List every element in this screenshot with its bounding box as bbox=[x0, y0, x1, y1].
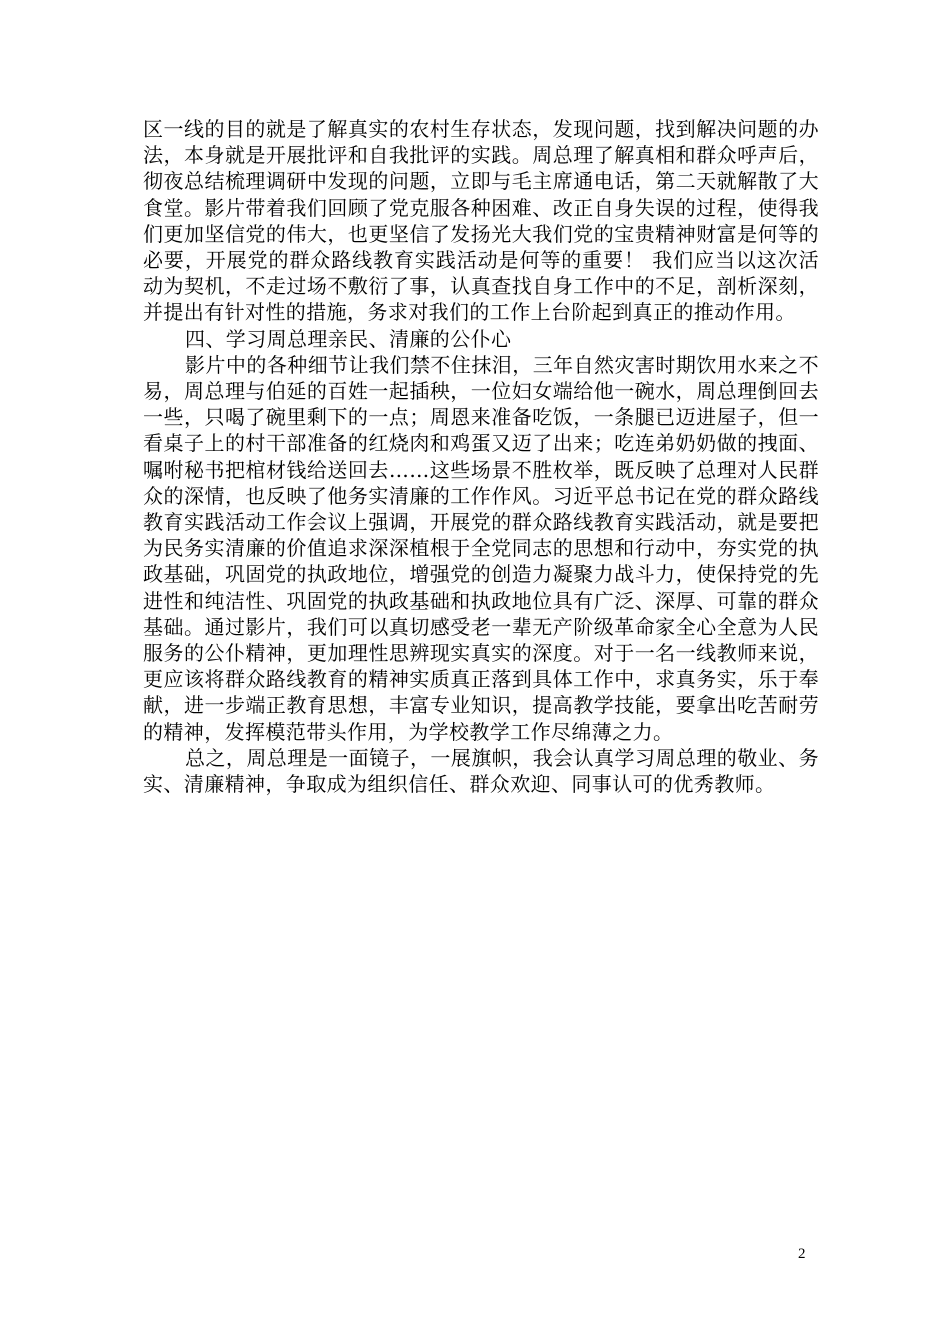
page-number: 2 bbox=[798, 1246, 806, 1262]
paragraph-continuation: 区一线的目的就是了解真实的农村生存状态，发现问题，找到解决问题的办法，本身就是开展批评和自我批评的实践。周总理了解真相和群众呼声后，彻夜总结梳理调研中发现的问题，立即与毛主席通电话，第二天就解散了大食堂。影片带着我们回顾了党克服各种困难、改正自身失误的过程，使得我们更加坚信党的伟大，也更坚信了发扬光大我们党的宝贵精神财富是何等的必要，开展党的群众路线教育实践活动是何等的重要！ 我们应当以这次活动为契机，不走过场不敷衍了事，认真查找自身工作中的不足，剖析深刻，并提出有针对性的措施，务求对我们的工作上台阶起到真正的推动作用。 bbox=[143, 117, 819, 325]
section-heading: 四、学习周总理亲民、清廉的公仆心 bbox=[185, 326, 512, 351]
paragraph-body: 影片中的各种细节让我们禁不住抹泪，三年自然灾害时期饮用水来之不易，周总理与伯延的百姓一起插秧，一位妇女端给他一碗水，周总理倒回去一些，只喝了碗里剩下的一点；周恩来准备吃饭，一条腿已迈进屋子，但一看桌子上的村干部准备的红烧肉和鸡蛋又迈了出来；吃连弟奶奶做的拽面、嘱咐秘书把棺材钱给送回去……这些场景不胜枚举，既反映了总理对人民群众的深情，也反映了他务实清廉的工作作风。习近平总书记在党的群众路线教育实践活动工作会议上强调，开展党的群众路线教育实践活动，就是要把为民务实清廉的价值追求深深植根于全党同志的思想和行动中，夯实党的执政基础，巩固党的执政地位，增强党的创造力凝聚力战斗力，使保持党的先进性和纯洁性、巩固党的执政基础和执政地位具有广泛、深厚、可靠的群众基础。通过影片，我们可以真切感受老一辈无产阶级革命家全心全意为人民服务的公仆精神，更加理性思辨现实真实的深度。对于一名一线教师来说，更应该将群众路线教育的精神实质真正落到具体工作中，求真务实，乐于奉献，进一步端正教育思想，丰富专业知识，提高教学技能，要拿出吃苦耐劳的精神，发挥模范带头作用，为学校教学工作尽绵薄之力。 bbox=[143, 352, 819, 744]
document-body bbox=[143, 116, 819, 797]
paragraph-conclusion: 总之，周总理是一面镜子，一展旗帜，我会认真学习周总理的敬业、务实、清廉精神，争取成为组织信任、群众欢迎、同事认可的优秀教师。 bbox=[143, 745, 819, 797]
